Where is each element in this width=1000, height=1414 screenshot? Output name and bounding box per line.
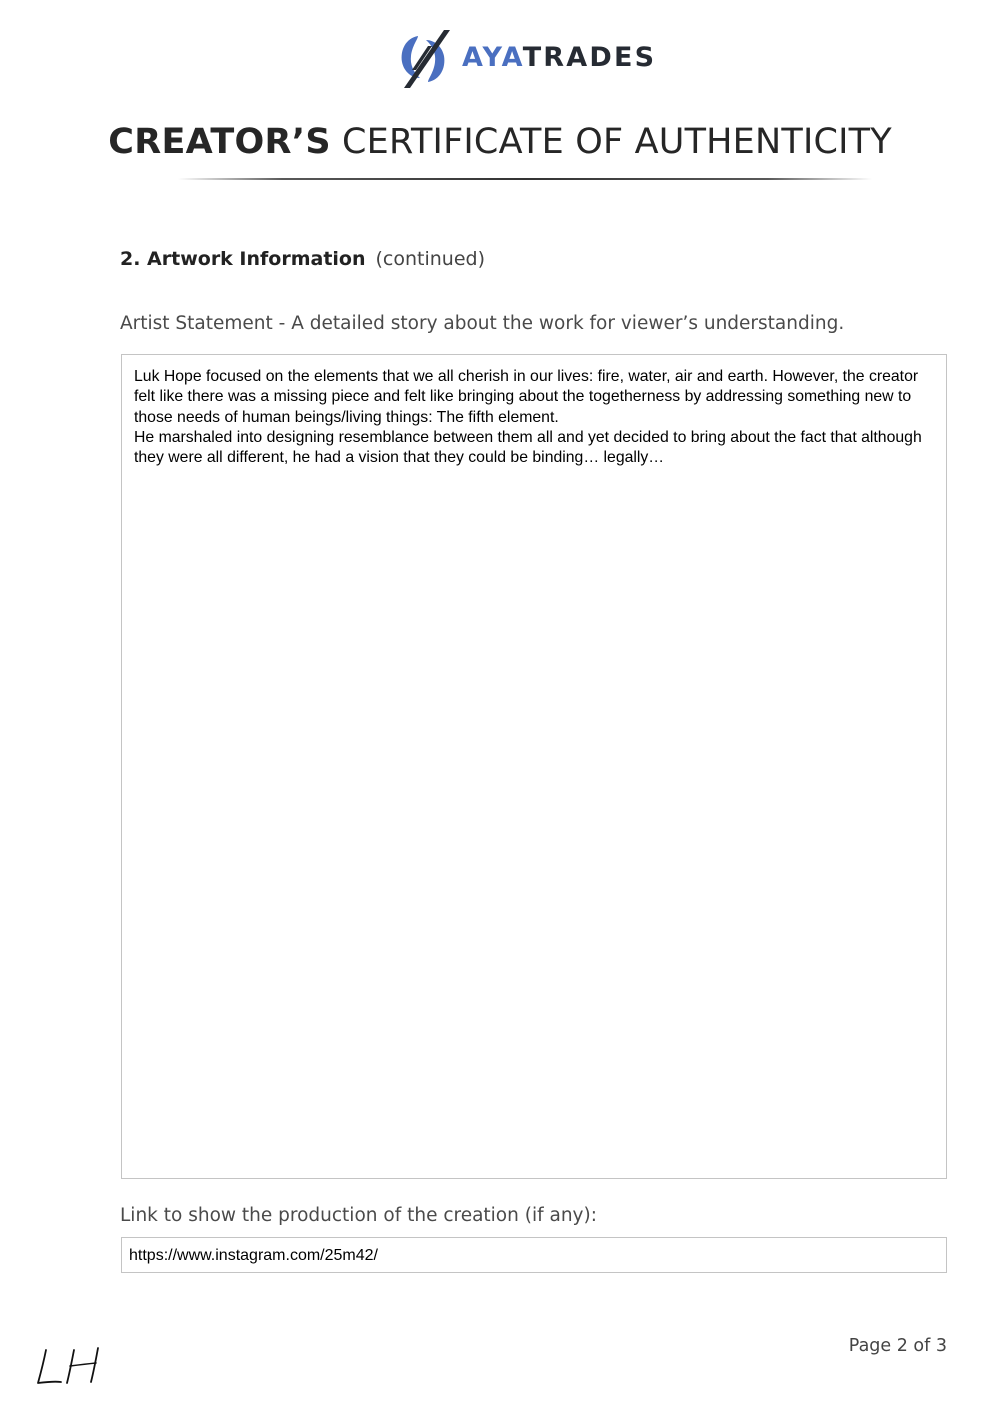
brand-name	[462, 43, 656, 73]
page-number: Page 2 of 3	[848, 1336, 947, 1356]
ayatrades-logo-icon	[398, 26, 450, 92]
artist-statement-paragraph: He marshaled into designing resemblance between them all and yet decided to bring about the fact that although they were all different, he had a vision that they could be binding… legally…	[134, 428, 922, 467]
artist-statement-paragraph: Luk Hope focused on the elements that we all cherish in our lives: fire, water, air and earth. However, the creator felt like there was a missing piece and felt like bringing about the togetherness by addressing something new to those needs of human beings/living things: The fifth element.	[134, 368, 919, 426]
section-heading	[120, 246, 485, 272]
brand-header	[398, 26, 668, 92]
section-title: 2. Artwork Information	[120, 248, 366, 270]
document-title-bold: CREATOR’S	[108, 122, 331, 162]
document-title	[0, 120, 1000, 164]
artist-statement-field[interactable]	[121, 354, 947, 1179]
title-divider	[178, 178, 872, 180]
production-link-field[interactable]	[121, 1237, 947, 1273]
section-note: (continued)	[375, 248, 486, 270]
production-link-label: Link to show the production of the creation (if any):	[120, 1205, 597, 1226]
document-title-light: CERTIFICATE OF AUTHENTICITY	[342, 122, 892, 162]
production-link-value: https://www.instagram.com/25m42/	[129, 1247, 378, 1264]
brand-name-aya: AYA	[462, 42, 523, 73]
brand-name-trades: TRADES	[522, 42, 657, 73]
artist-statement-text	[134, 367, 934, 468]
signature-initials	[34, 1342, 104, 1390]
artist-statement-label: Artist Statement - A detailed story about the work for viewer’s understanding.	[120, 313, 845, 334]
